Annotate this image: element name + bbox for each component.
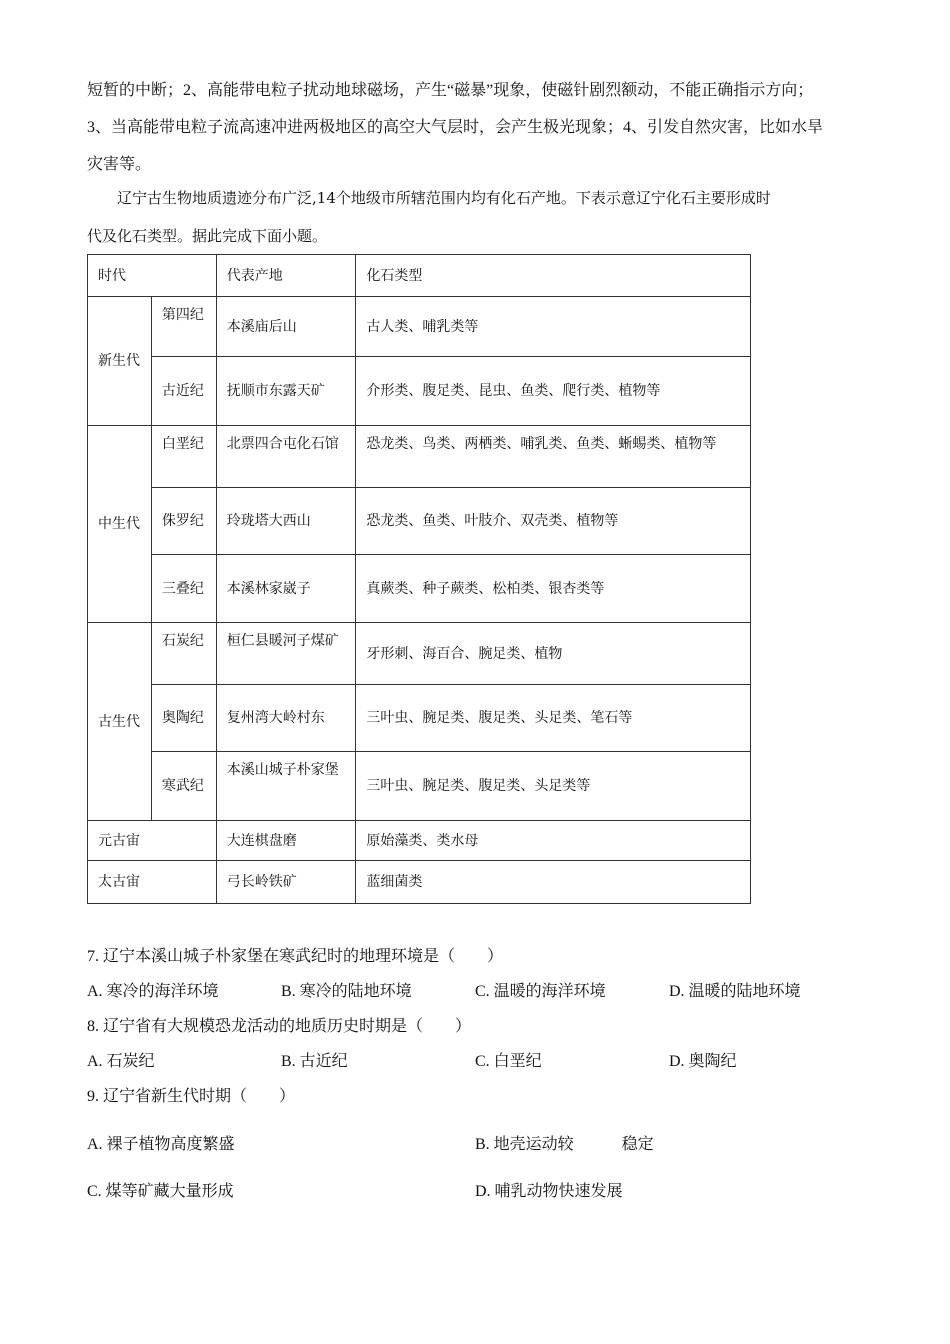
option-d[interactable]: D. 哺乳动物快速发展 [475,1183,623,1200]
fossil-cell: 蓝细菌类 [356,861,751,904]
site-cell: 玲珑塔大西山 [216,488,356,555]
fossil-table [87,254,751,904]
eon-cell: 太古宙 [88,861,217,904]
eon-cell: 元古宙 [88,821,217,861]
site-cell: 本溪林家崴子 [216,555,356,623]
period-cell: 奥陶纪 [151,685,216,752]
paragraph-line: 3、当高能带电粒子流高速冲进两极地区的高空大气层时，会产生极光现象；4、引发自然灾害，比如水旱 [87,119,824,136]
header-era: 时代 [88,255,217,297]
period-cell: 古近纪 [151,357,216,426]
question-stem: 7. 辽宁本溪山城子朴家堡在寒武纪时的地理环境是（ ） [87,948,504,965]
site-cell: 北票四合屯化石馆 [216,426,356,488]
table-row [88,426,751,488]
header-fossils: 化石类型 [356,255,751,297]
table-row [88,357,751,426]
era-cell: 中生代 [88,426,152,623]
table-row [88,821,751,861]
option-c[interactable]: C. 温暖的海洋环境 [475,983,606,1000]
site-cell: 桓仁县暖河子煤矿 [216,623,356,685]
table-row [88,488,751,555]
option-a[interactable]: A. 石炭纪 [87,1053,155,1070]
table-row [88,685,751,752]
period-cell: 石炭纪 [151,623,216,685]
period-cell: 第四纪 [151,297,216,357]
fossil-cell: 恐龙类、鱼类、叶肢介、双壳类、植物等 [356,488,751,555]
paragraph-line: 灾害等。 [87,156,152,173]
intro-line: 代及化石类型。据此完成下面小题。 [87,227,328,245]
site-cell: 本溪庙后山 [216,297,356,357]
era-cell: 新生代 [88,297,152,426]
option-a[interactable]: A. 寒冷的海洋环境 [87,983,219,1000]
period-cell: 寒武纪 [151,752,216,821]
site-cell: 弓长岭铁矿 [216,861,356,904]
option-b[interactable]: B. 寒冷的陆地环境 [281,983,412,1000]
fossil-cell: 三叶虫、腕足类、腹足类、头足类、笔石等 [356,685,751,752]
question-stem: 9. 辽宁省新生代时期（ ） [87,1088,296,1105]
table-header-row [88,255,751,297]
table-row [88,555,751,623]
fossil-cell: 古人类、哺乳类等 [356,297,751,357]
fossil-cell: 介形类、腹足类、昆虫、鱼类、爬行类、植物等 [356,357,751,426]
period-cell: 三叠纪 [151,555,216,623]
site-cell: 大连棋盘磨 [216,821,356,861]
fossil-cell: 牙形刺、海百合、腕足类、植物 [356,623,751,685]
question-stem: 8. 辽宁省有大规模恐龙活动的地质历史时期是（ ） [87,1018,472,1035]
fossil-cell: 恐龙类、鸟类、两栖类、哺乳类、鱼类、蜥蜴类、植物等 [356,426,751,488]
option-b[interactable]: B. 地壳运动较 稳定 [475,1136,654,1153]
option-b[interactable]: B. 古近纪 [281,1053,348,1070]
option-c[interactable]: C. 煤等矿藏大量形成 [87,1183,234,1200]
fossil-cell: 真蕨类、种子蕨类、松柏类、银杏类等 [356,555,751,623]
period-cell: 侏罗纪 [151,488,216,555]
period-cell: 白垩纪 [151,426,216,488]
paragraph-line: 短暂的中断；2、高能带电粒子扰动地球磁场，产生“磁暴”现象，使磁针剧烈额动，不能正确指示方向； [87,82,814,99]
table-row [88,861,751,904]
site-cell: 复州湾大岭村东 [216,685,356,752]
option-a[interactable]: A. 裸子植物高度繁盛 [87,1136,235,1153]
table-row [88,752,751,821]
fossil-cell: 三叶虫、腕足类、腹足类、头足类等 [356,752,751,821]
header-site: 代表产地 [216,255,356,297]
table-row [88,297,751,357]
site-cell: 抚顺市东露天矿 [216,357,356,426]
option-d[interactable]: D. 温暖的陆地环境 [669,983,801,1000]
option-c[interactable]: C. 白垩纪 [475,1053,542,1070]
table-row [88,623,751,685]
option-d[interactable]: D. 奥陶纪 [669,1053,737,1070]
era-cell: 古生代 [88,623,152,821]
intro-line: 辽宁古生物地质遗迹分布广泛,14个地级市所辖范围内均有化石产地。下表示意辽宁化石主要形成时 [87,189,771,207]
site-cell: 本溪山城子朴家堡 [216,752,356,821]
fossil-cell: 原始藻类、类水母 [356,821,751,861]
